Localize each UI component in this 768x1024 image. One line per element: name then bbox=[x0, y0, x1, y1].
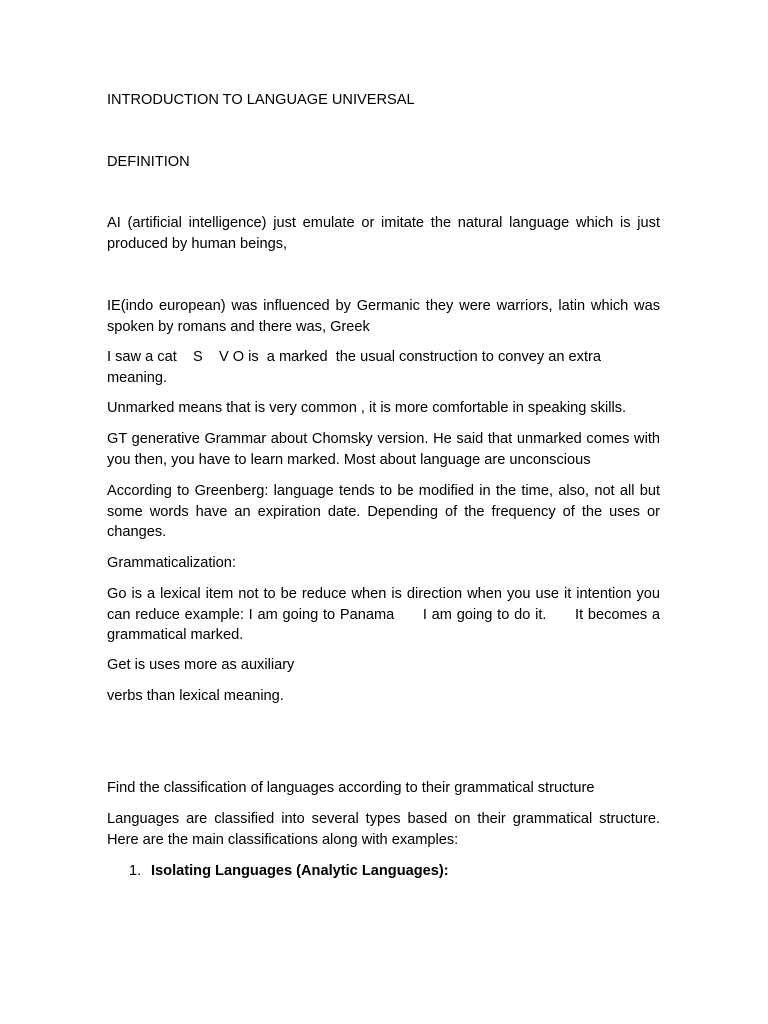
svo-verb-object-label: V O bbox=[218, 349, 245, 365]
paragraph-get-1: Get is uses more as auxiliary bbox=[107, 657, 295, 673]
svo-sentence: I saw a cat bbox=[107, 349, 177, 365]
svo-subject-label: S bbox=[192, 349, 203, 365]
paragraph-get-2: verbs than lexical meaning. bbox=[107, 688, 284, 704]
paragraph-classified: Languages are classified into several types based on their grammatical structure. Here are the main classifications along with examples: bbox=[107, 811, 660, 848]
paragraph-ie: IE(indo european) was influenced by Germanic they were warriors, latin which was spoken by romans and there was, Greek bbox=[107, 298, 660, 335]
paragraph-gt: GT generative Grammar about Chomsky version. He said that unmarked comes with you then, you have to learn marked. Most about language are unconscious bbox=[107, 431, 660, 468]
paragraph-unmarked: Unmarked means that is very common , it is more comfortable in speaking skills. bbox=[107, 400, 627, 416]
paragraph-find: Find the classification of languages according to their grammatical structure bbox=[107, 780, 595, 796]
list-item-label: Isolating Languages (Analytic Languages): bbox=[151, 863, 449, 879]
paragraph-ai: AI (artificial intelligence) just emulate or imitate the natural language which is just produced by human beings, bbox=[107, 215, 660, 252]
list-item bbox=[129, 861, 660, 882]
go-example-second: I am going to do it. bbox=[422, 606, 547, 623]
go-example-intro: Go is a lexical item not to be reduce when is direction when you use it intention you can reduce example: I am going to Panama bbox=[107, 586, 660, 623]
paragraph-grammaticalization: Grammaticalization: bbox=[107, 555, 236, 571]
paragraph-svo bbox=[107, 347, 660, 388]
list-item-number: 1. bbox=[129, 863, 142, 879]
section-heading: DEFINITION bbox=[107, 154, 190, 170]
paragraph-greenberg: According to Greenberg: language tends to be modified in the time, also, not all but some words have an expiration date. Depending of the frequency of the uses or changes. bbox=[107, 483, 660, 540]
paragraph-go bbox=[107, 584, 660, 646]
svo-explanation: is a marked the usual construction to convey an extra meaning. bbox=[107, 349, 606, 386]
document-title: INTRODUCTION TO LANGUAGE UNIVERSAL bbox=[107, 92, 415, 108]
go-conclusion: It becomes a grammatical marked. bbox=[107, 606, 660, 643]
